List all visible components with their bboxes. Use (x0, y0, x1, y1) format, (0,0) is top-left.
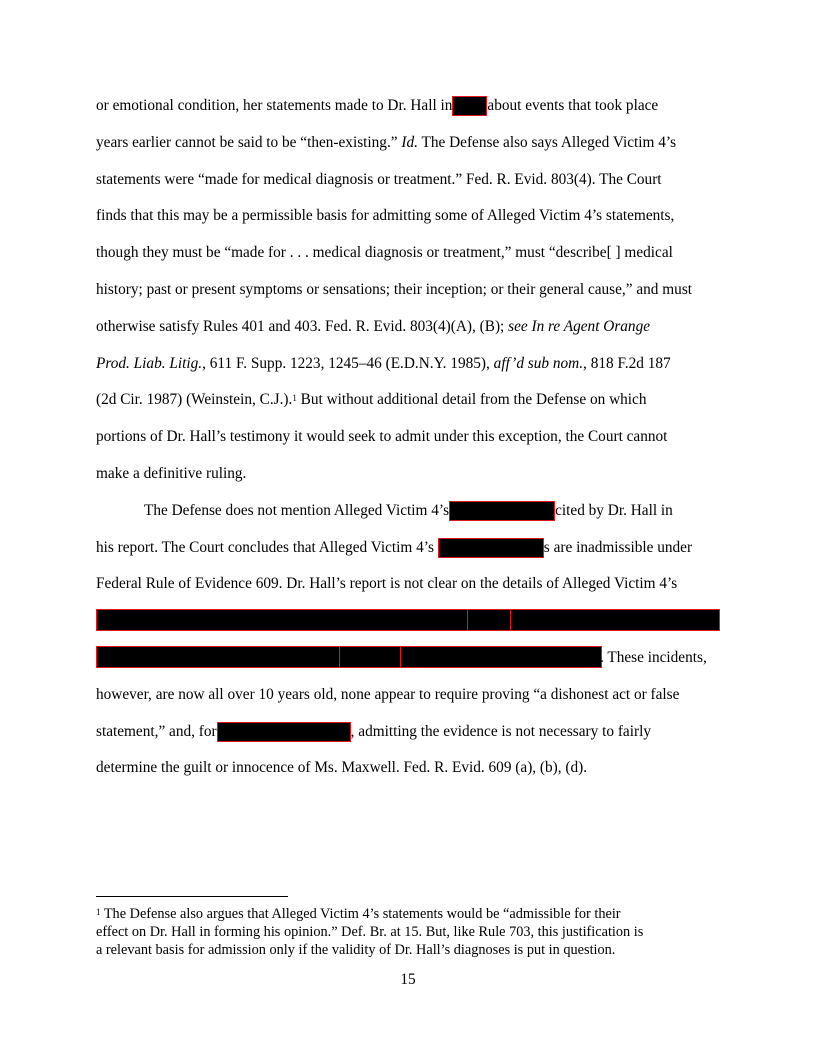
footnote-divider (96, 896, 288, 897)
redaction-box (449, 501, 555, 521)
body-line-4: finds that this may be a permissible basis for admitting some of Alleged Victim 4’s statements, (96, 207, 675, 224)
body-line-10: portions of Dr. Hall’s testimony it would seek to admit under this exception, the Court cannot (96, 428, 668, 445)
body-line-12: The Defense does not mention Alleged Victim 4’s cited by Dr. Hall in (144, 502, 673, 519)
footnote-line-1: $^1$ The Defense also argues that Alleged Victim 4’s statements would be “admissible for their (96, 906, 621, 922)
redaction-segment (339, 646, 401, 668)
redaction-box (217, 722, 351, 742)
body-line-18: statement,” and, for , admitting the evidence is not necessary to fairly (96, 723, 651, 740)
body-line-13: his report. The Court concludes that Alleged Victim 4’s s are inadmissible under (96, 539, 693, 556)
body-line-2: years earlier cannot be said to be “then-existing.” Id. The Defense also says Alleged Victim 4’s (96, 134, 677, 151)
redaction-segment (467, 609, 511, 631)
body-line-17: however, are now all over 10 years old, none appear to require proving “a dishonest act or false (96, 686, 680, 703)
body-line-1: or emotional condition, her statements made to Dr. Hall in about events that took place (96, 97, 659, 114)
body-line-14: Federal Rule of Evidence 609. Dr. Hall’s report is not clear on the details of Alleged Victim 4’s (96, 575, 678, 592)
footnote-line-2: effect on Dr. Hall in forming his opinion.” Def. Br. at 15. But, like Rule 703, this justification is (96, 924, 644, 940)
body-line-7: otherwise satisfy Rules 401 and 403. Fed. R. Evid. 803(4)(A), (B); see In re Agent Orange (96, 318, 651, 335)
body-line-9: (2d Cir. 1987) (Weinstein, C.J.).$^1$ But without additional detail from the Defense on which (96, 391, 647, 408)
redaction-box (438, 538, 544, 558)
body-line-3: statements were “made for medical diagnosis or treatment.” Fed. R. Evid. 803(4). The Court (96, 171, 662, 188)
footnote-marker: 1 (96, 907, 101, 917)
body-line-16: . These incidents, (600, 649, 707, 666)
body-line-5: though they must be “made for . . . medical diagnosis or treatment,” must “describe[ ] medical (96, 244, 673, 261)
redaction-line (96, 609, 720, 631)
body-line-8: Prod. Liab. Litig., 611 F. Supp. 1223, 1245–46 (E.D.N.Y. 1985), aff’d sub nom., 818 F.2d 187 (96, 355, 671, 372)
footnote-reference: 1 (292, 393, 297, 403)
footnote-line-3: a relevant basis for admission only if the validity of Dr. Hall’s diagnoses is put in question. (96, 942, 616, 958)
body-line-6: history; past or present symptoms or sensations; their inception; or their general cause,” and must (96, 281, 693, 298)
redaction-box (452, 96, 487, 116)
body-line-19: determine the guilt or innocence of Ms. Maxwell. Fed. R. Evid. 609 (a), (b), (d). (96, 759, 588, 776)
page-number: 15 (400, 971, 416, 988)
body-line-11: make a definitive ruling. (96, 465, 247, 482)
